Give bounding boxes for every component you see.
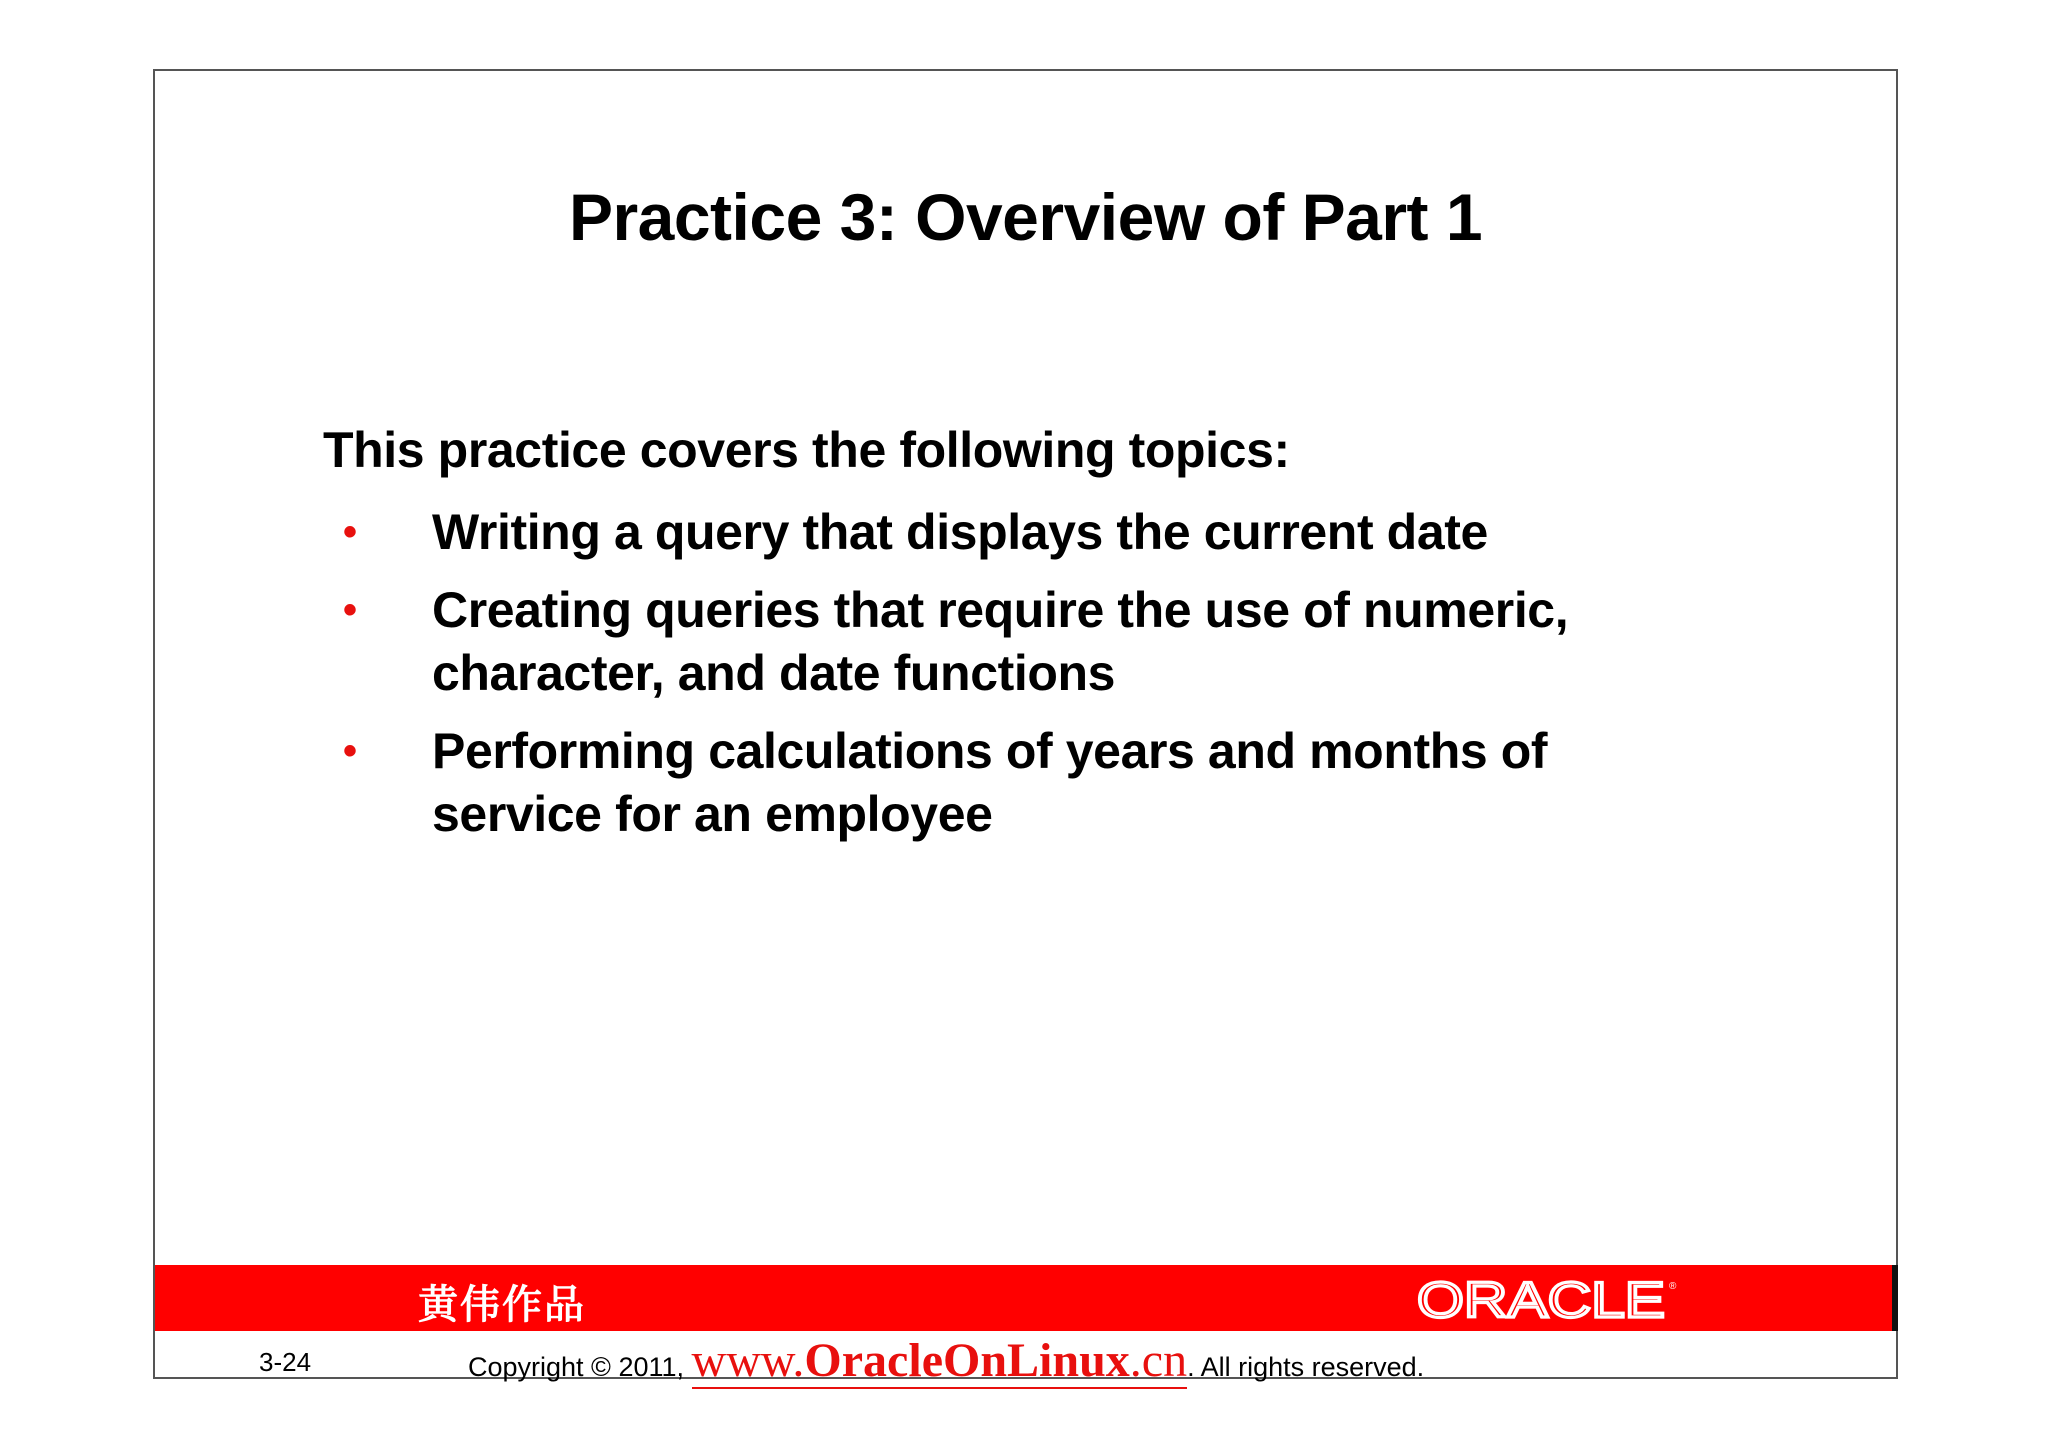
url-suffix: .cn	[1129, 1334, 1188, 1387]
website-link[interactable]	[692, 1334, 1188, 1389]
copyright-suffix: . All rights reserved.	[1187, 1352, 1425, 1382]
oracle-logo-text: ORACLE	[1417, 1272, 1665, 1328]
topic-item	[323, 720, 1723, 846]
bullet-icon: •	[343, 588, 357, 632]
page-number: 3-24	[259, 1347, 312, 1377]
topic-item	[323, 501, 1723, 564]
oracle-logo	[1417, 1269, 1687, 1329]
topic-text: Writing a query that displays the current date	[432, 504, 1488, 560]
slide-title: Practice 3: Overview of Part 1	[568, 180, 1483, 254]
footer-band-edge	[1892, 1265, 1898, 1331]
topic-text: Creating queries that require the use of numeric, character, and date functions	[432, 582, 1569, 701]
copyright-prefix: Copyright © 2011,	[468, 1352, 685, 1382]
intro-text: This practice covers the following topics:	[323, 422, 1290, 478]
url-prefix: www.	[691, 1334, 805, 1387]
topic-item	[323, 579, 1723, 705]
bullet-icon: •	[343, 510, 357, 554]
author-watermark: 黄伟作品	[418, 1281, 586, 1328]
topic-list	[323, 501, 1723, 861]
copyright-line	[468, 1333, 1424, 1388]
bullet-icon: •	[343, 729, 357, 773]
topic-text: Performing calculations of years and months of service for an employee	[432, 723, 1548, 842]
svg-text:®: ®	[1669, 1281, 1677, 1292]
slide	[153, 69, 1898, 1387]
url-brand: OracleOnLinux	[804, 1334, 1130, 1387]
